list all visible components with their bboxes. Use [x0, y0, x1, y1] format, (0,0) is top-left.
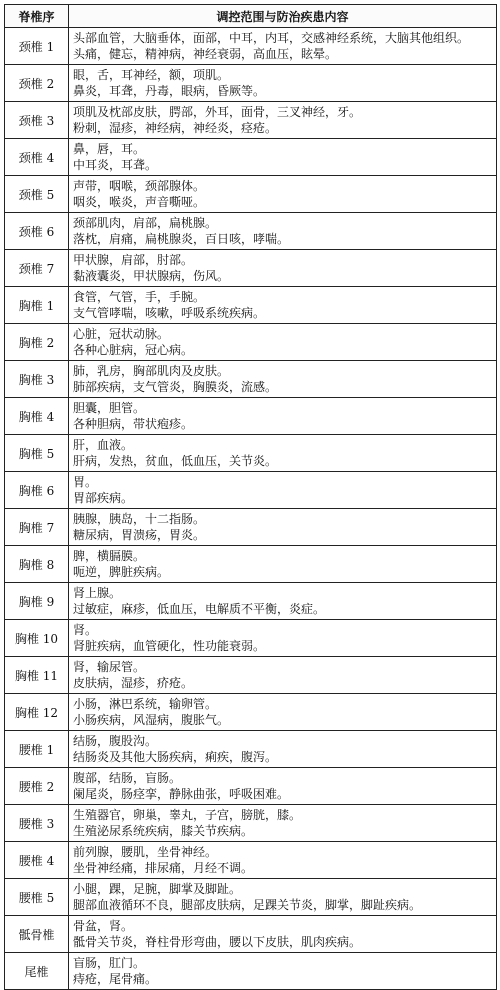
- row-content: [69, 472, 497, 509]
- vertebra-label: 胸椎 11: [5, 657, 69, 694]
- regulated-areas: 项肌及枕部皮肤，腭部，外耳，面骨，三叉神经，牙。: [73, 105, 362, 119]
- row-content: [69, 694, 497, 731]
- table-row: [5, 546, 497, 583]
- row-content: [69, 509, 497, 546]
- related-disorders: 粉刺，湿疹，神经病，神经炎，痉疮。: [73, 121, 278, 135]
- vertebra-label: 胸椎 1: [5, 287, 69, 324]
- vertebra-label: 尾椎: [5, 953, 69, 990]
- regulated-areas: 结肠，腹股沟。: [73, 734, 158, 748]
- table-row: [5, 287, 497, 324]
- regulated-areas: 眼，舌，耳神经，额，项肌。: [73, 68, 230, 82]
- regulated-areas: 胆囊，胆管。: [73, 401, 146, 415]
- related-disorders: 落枕，肩痛，扁桃腺炎，百日咳，哮喘。: [73, 232, 290, 246]
- table-header-row: [5, 5, 497, 28]
- table-row: [5, 731, 497, 768]
- vertebra-label: 颈椎 1: [5, 28, 69, 65]
- regulated-areas: 肝，血液。: [73, 438, 134, 452]
- related-disorders: 骶骨关节炎，脊柱骨形弯曲，腰以下皮肤，肌肉疾病。: [73, 935, 362, 949]
- row-content: [69, 398, 497, 435]
- table-row: [5, 176, 497, 213]
- row-content: [69, 731, 497, 768]
- table-row: [5, 879, 497, 916]
- spine-regulation-table: [4, 4, 497, 990]
- regulated-areas: 心脏，冠状动脉。: [73, 327, 170, 341]
- header-content: 调控范围与防治疾患内容: [69, 5, 497, 28]
- regulated-areas: 头部血管，大脑垂体，面部，中耳，内耳，交感神经系统，大脑其他组织。: [73, 31, 470, 45]
- regulated-areas: 前列腺，腰肌，坐骨神经。: [73, 845, 218, 859]
- vertebra-label: 腰椎 3: [5, 805, 69, 842]
- regulated-areas: 甲状腺，肩部，肘部。: [73, 253, 194, 267]
- related-disorders: 肾脏疾病，血管硬化，性功能衰弱。: [73, 639, 266, 653]
- table-row: [5, 65, 497, 102]
- vertebra-label: 腰椎 5: [5, 879, 69, 916]
- regulated-areas: 盲肠，肛门。: [73, 956, 146, 970]
- regulated-areas: 骨盆，肾。: [73, 919, 134, 933]
- regulated-areas: 声带，咽喉，颈部腺体。: [73, 179, 206, 193]
- regulated-areas: 颈部肌肉，肩部，扁桃腺。: [73, 216, 218, 230]
- related-disorders: 过敏症，麻疹，低血压，电解质不平衡，炎症。: [73, 602, 326, 616]
- vertebra-label: 颈椎 6: [5, 213, 69, 250]
- regulated-areas: 肾，输尿管。: [73, 660, 146, 674]
- row-content: [69, 176, 497, 213]
- regulated-areas: 胰腺，胰岛，十二指肠。: [73, 512, 206, 526]
- table-row: [5, 398, 497, 435]
- table-row: [5, 102, 497, 139]
- table-row: [5, 509, 497, 546]
- vertebra-label: 胸椎 6: [5, 472, 69, 509]
- regulated-areas: 肾上腺。: [73, 586, 122, 600]
- related-disorders: 肺部疾病，支气管炎，胸膜炎，流感。: [73, 380, 278, 394]
- related-disorders: 阑尾炎，肠痉挛，静脉曲张，呼吸困难。: [73, 787, 290, 801]
- vertebra-label: 颈椎 2: [5, 65, 69, 102]
- row-content: [69, 213, 497, 250]
- regulated-areas: 胃。: [73, 475, 98, 489]
- vertebra-label: 骶骨椎: [5, 916, 69, 953]
- row-content: [69, 546, 497, 583]
- related-disorders: 痔疮，尾骨痛。: [73, 972, 158, 986]
- table-row: [5, 805, 497, 842]
- table-row: [5, 583, 497, 620]
- vertebra-label: 腰椎 1: [5, 731, 69, 768]
- related-disorders: 皮肤病，湿疹，疥疮。: [73, 676, 194, 690]
- related-disorders: 支气管哮喘，咳嗽，呼吸系统疾病。: [73, 306, 266, 320]
- row-content: [69, 102, 497, 139]
- table-row: [5, 842, 497, 879]
- regulated-areas: 小肠，淋巴系统，输卵管。: [73, 697, 218, 711]
- row-content: [69, 768, 497, 805]
- regulated-areas: 肾。: [73, 623, 98, 637]
- related-disorders: 中耳炎，耳聋。: [73, 158, 158, 172]
- vertebra-label: 颈椎 3: [5, 102, 69, 139]
- table-row: [5, 250, 497, 287]
- row-content: [69, 842, 497, 879]
- row-content: [69, 805, 497, 842]
- table-row: [5, 435, 497, 472]
- row-content: [69, 65, 497, 102]
- regulated-areas: 生殖器官，卵巢，睾丸，子宫，膀胱，膝。: [73, 808, 302, 822]
- related-disorders: 黏液囊炎，甲状腺病，伤风。: [73, 269, 230, 283]
- row-content: [69, 361, 497, 398]
- vertebra-label: 胸椎 7: [5, 509, 69, 546]
- row-content: [69, 28, 497, 65]
- table-row: [5, 694, 497, 731]
- row-content: [69, 287, 497, 324]
- regulated-areas: 肺，乳房，胸部肌肉及皮肤。: [73, 364, 230, 378]
- related-disorders: 生殖泌尿系统疾病，膝关节疾病。: [73, 824, 254, 838]
- related-disorders: 小肠疾病，风湿病，腹胀气。: [73, 713, 230, 727]
- row-content: [69, 879, 497, 916]
- related-disorders: 鼻炎，耳聋，丹毒，眼病，昏厥等。: [73, 84, 266, 98]
- table-body: [5, 28, 497, 990]
- regulated-areas: 小腿，踝，足腕，脚掌及脚趾。: [73, 882, 242, 896]
- vertebra-label: 颈椎 7: [5, 250, 69, 287]
- related-disorders: 各种心脏病，冠心病。: [73, 343, 194, 357]
- vertebra-label: 胸椎 8: [5, 546, 69, 583]
- vertebra-label: 腰椎 2: [5, 768, 69, 805]
- row-content: [69, 250, 497, 287]
- row-content: [69, 435, 497, 472]
- vertebra-label: 颈椎 5: [5, 176, 69, 213]
- regulated-areas: 腹部，结肠，盲肠。: [73, 771, 182, 785]
- row-content: [69, 620, 497, 657]
- regulated-areas: 食管，气管，手，手腕。: [73, 290, 206, 304]
- table-row: [5, 324, 497, 361]
- vertebra-label: 胸椎 4: [5, 398, 69, 435]
- related-disorders: 坐骨神经痛，排尿痛，月经不调。: [73, 861, 254, 875]
- vertebra-label: 胸椎 5: [5, 435, 69, 472]
- row-content: [69, 583, 497, 620]
- vertebra-label: 腰椎 4: [5, 842, 69, 879]
- row-content: [69, 657, 497, 694]
- row-content: [69, 953, 497, 990]
- row-content: [69, 139, 497, 176]
- vertebra-label: 胸椎 3: [5, 361, 69, 398]
- row-content: [69, 324, 497, 361]
- table-row: [5, 213, 497, 250]
- table-row: [5, 916, 497, 953]
- related-disorders: 各种胆病，带状疱疹。: [73, 417, 194, 431]
- regulated-areas: 鼻，唇，耳。: [73, 142, 146, 156]
- table-row: [5, 139, 497, 176]
- related-disorders: 头痛，健忘，精神病，神经衰弱，高血压，眩晕。: [73, 47, 338, 61]
- related-disorders: 糖尿病，胃溃疡，胃炎。: [73, 528, 206, 542]
- table-row: [5, 361, 497, 398]
- table-row: [5, 28, 497, 65]
- regulated-areas: 脾，横膈膜。: [73, 549, 146, 563]
- related-disorders: 肝病，发热，贫血，低血压，关节炎。: [73, 454, 278, 468]
- related-disorders: 呃逆，脾脏疾病。: [73, 565, 170, 579]
- related-disorders: 胃部疾病。: [73, 491, 134, 505]
- table-row: [5, 472, 497, 509]
- header-vertebra: 脊椎序: [5, 5, 69, 28]
- vertebra-label: 胸椎 9: [5, 583, 69, 620]
- vertebra-label: 颈椎 4: [5, 139, 69, 176]
- vertebra-label: 胸椎 2: [5, 324, 69, 361]
- table-row: [5, 768, 497, 805]
- related-disorders: 咽炎，喉炎，声音嘶哑。: [73, 195, 206, 209]
- vertebra-label: 胸椎 10: [5, 620, 69, 657]
- related-disorders: 结肠炎及其他大肠疾病，痢疾，腹泻。: [73, 750, 278, 764]
- vertebra-label: 胸椎 12: [5, 694, 69, 731]
- related-disorders: 腿部血液循环不良，腿部皮肤病，足踝关节炎，脚掌，脚趾疾病。: [73, 898, 422, 912]
- table-row: [5, 953, 497, 990]
- table-row: [5, 657, 497, 694]
- row-content: [69, 916, 497, 953]
- table-row: [5, 620, 497, 657]
